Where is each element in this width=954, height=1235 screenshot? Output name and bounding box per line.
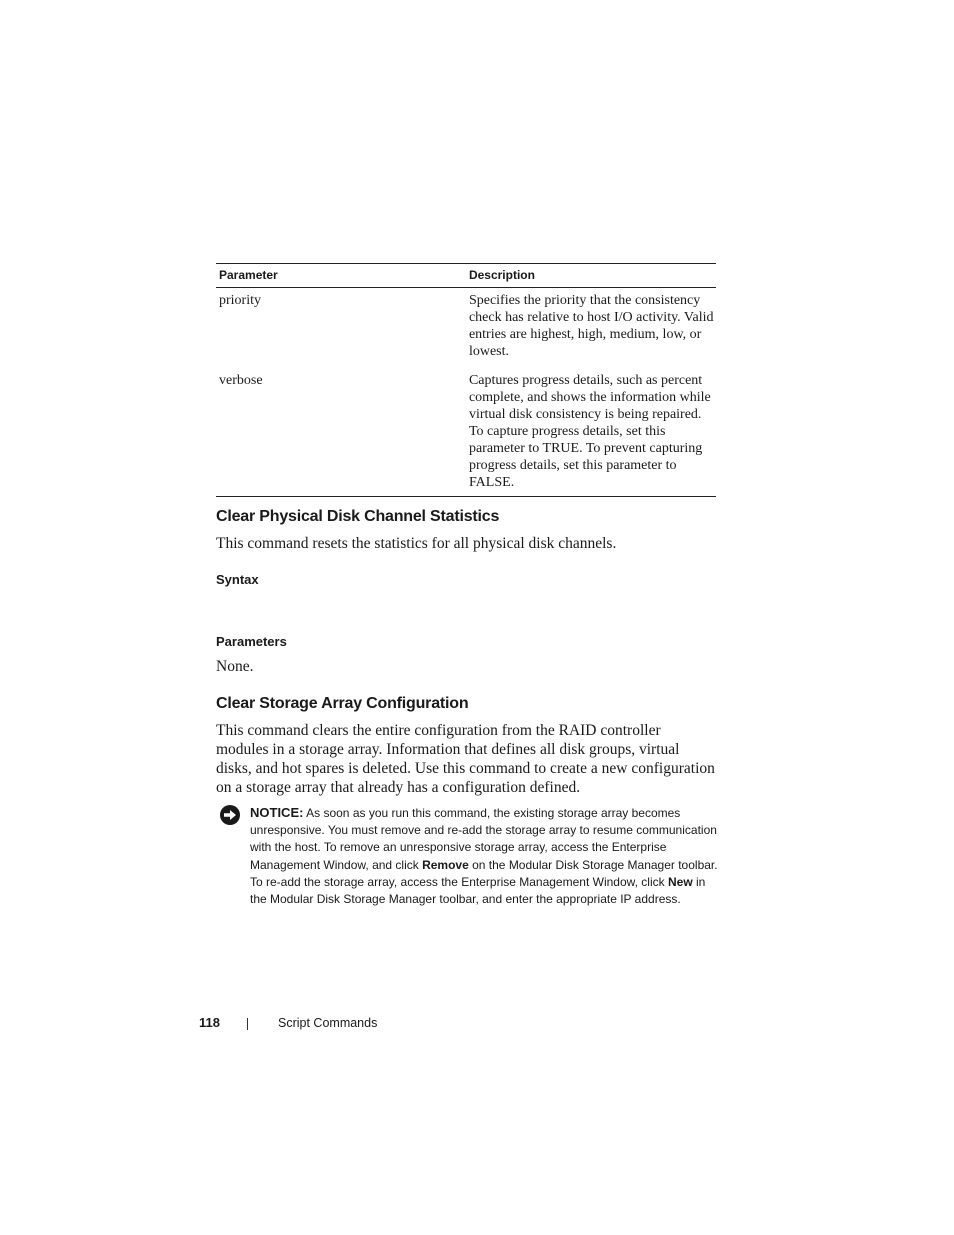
parameter-description: [466, 368, 716, 497]
syntax-heading: Syntax: [216, 572, 259, 587]
parameter-description: Specifies the priority that the consistency check has relative to host I/O activity. Valid entries are highest, high, medium, low, or lowest.: [468, 293, 714, 359]
parameter-table: [216, 263, 716, 497]
section-title-clear-storage-array-configuration: Clear Storage Array Configuration: [216, 695, 469, 712]
section-intro: This command resets the statistics for all physical disk channels.: [216, 535, 617, 552]
description-text: .: [510, 475, 515, 490]
table-header-row: [216, 264, 716, 288]
notice-body: As soon as you run this command, the existing storage array becomes unresponsive. You must remove and re-add the storage array to resume communication with the host. To remove an unresponsive storage array, access the Enterprise Management Window, and click: [250, 806, 717, 872]
description-text: Captures progress details, such as percent complete, and shows the information while virtual disk consistency is being repaired. To capture progress details, set this parameter to: [468, 373, 711, 456]
notice-arrow-icon: [220, 805, 240, 825]
parameter-name: verbose: [216, 368, 466, 497]
parameters-value: None.: [216, 658, 254, 675]
parameters-heading: Parameters: [216, 634, 287, 649]
column-header-description: Description: [466, 264, 716, 288]
chapter-title: Script Commands: [278, 1016, 378, 1030]
table-row: [216, 288, 716, 369]
page-number: 118: [199, 1015, 220, 1030]
ui-term-remove: Remove: [422, 857, 469, 872]
column-header-parameter: Parameter: [216, 264, 466, 288]
value-false: FALSE: [468, 475, 511, 490]
ui-term-new: New: [667, 874, 693, 889]
description-text: . To prevent capturing progress details, set this parameter to: [468, 441, 703, 473]
notice-body: in the Modular Disk Storage Manager toolbar, and enter the appropriate IP address.: [250, 874, 706, 907]
footer-divider: [247, 1018, 248, 1030]
notice-body: on the Modular Disk Storage Manager toolbar. To re-add the storage array, access the Enterprise Management Window, click: [250, 857, 718, 889]
parameter-name: priority: [219, 293, 261, 308]
table-row: [216, 368, 716, 497]
value-true: TRUE: [542, 441, 580, 456]
section-title-clear-physical-disk-channel-statistics: Clear Physical Disk Channel Statistics: [216, 508, 500, 525]
section-intro: This command clears the entire configuration from the RAID controller modules in a storage array. Information that defines all disk groups, virtual disks, and hot spares is deleted. Use this command to create a new configuration on a storage array that already has a configuration defined.: [216, 722, 715, 796]
notice-label: NOTICE:: [250, 805, 304, 820]
notice-text: [250, 804, 718, 908]
